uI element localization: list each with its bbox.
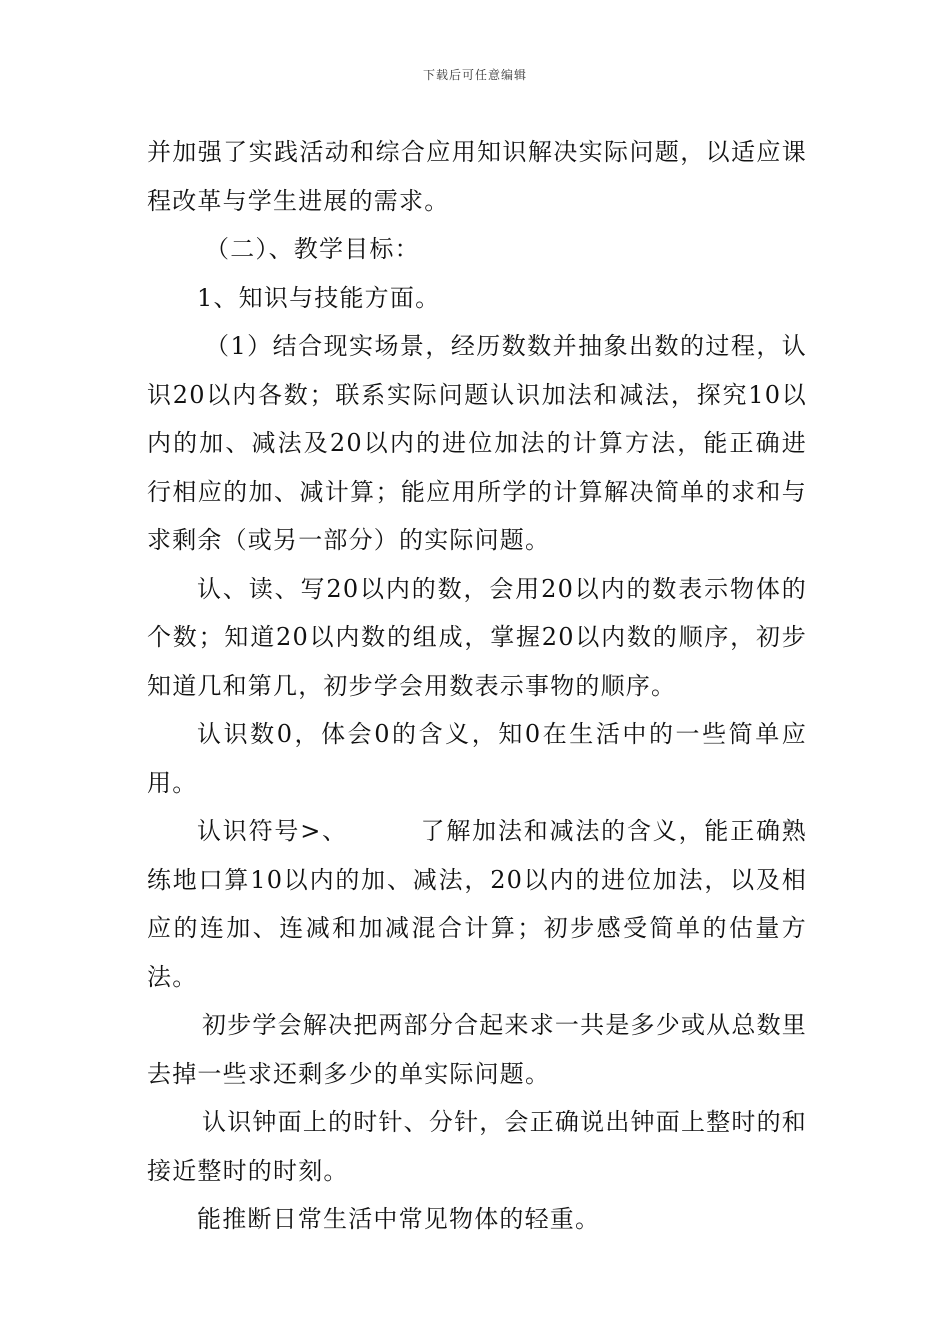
document-body (147, 128, 807, 1244)
section-heading-teaching-goals: （二）、教学目标： (205, 235, 420, 263)
paragraph-intro-continuation: 并加强了实践活动和综合应用知识解决实际问题，以适应课程改革与学生进展的需求。 (147, 138, 807, 215)
paragraph-goal-1: （1）结合现实场景，经历数数并抽象出数的过程，认识20以内各数；联系实际问题认识加法和减法，探究10以内的加、减法及20以内的进位加法的计算方法，能正确进行相应的加、减计算；能应用所学的计算解决简单的求和与求剩余（或另一部分）的实际问题。 (147, 332, 807, 554)
subheading-knowledge-skills: 1、知识与技能方面。 (197, 283, 441, 312)
page-header-note: 下载后可任意编辑 (422, 68, 527, 82)
paragraph-goal-symbols (147, 807, 807, 1001)
addition-subtraction-text: 了解加法和减法的含义，能正确熟练地口算10以内的加、减法，20以内的进位加法，以及相应的连加、连减和加减混合计算；初步感受简单的估量方法。 (147, 817, 807, 991)
symbols-text: 认识符号>、 (197, 817, 348, 845)
paragraph-goal-zero: 认识数0，体会0的含义，知0在生活中的一些简单应用。 (147, 720, 807, 797)
paragraph-goal-clock: 认识钟面上的时针、分针，会正确说出钟面上整时的和接近整时的时刻。 (147, 1108, 807, 1185)
paragraph-goal-weight: 能推断日常生活中常见物体的轻重。 (197, 1205, 601, 1233)
paragraph-goal-read-write: 认、读、写20以内的数，会用20以内的数表示物体的个数；知道20以内数的组成，掌握20以内数的顺序，初步知道几和第几，初步学会用数表示事物的顺序。 (147, 574, 807, 700)
paragraph-goal-problem-solving: 初步学会解决把两部分合起来求一共是多少或从总数里去掉一些求还剩多少的单实际问题。 (147, 1011, 807, 1088)
